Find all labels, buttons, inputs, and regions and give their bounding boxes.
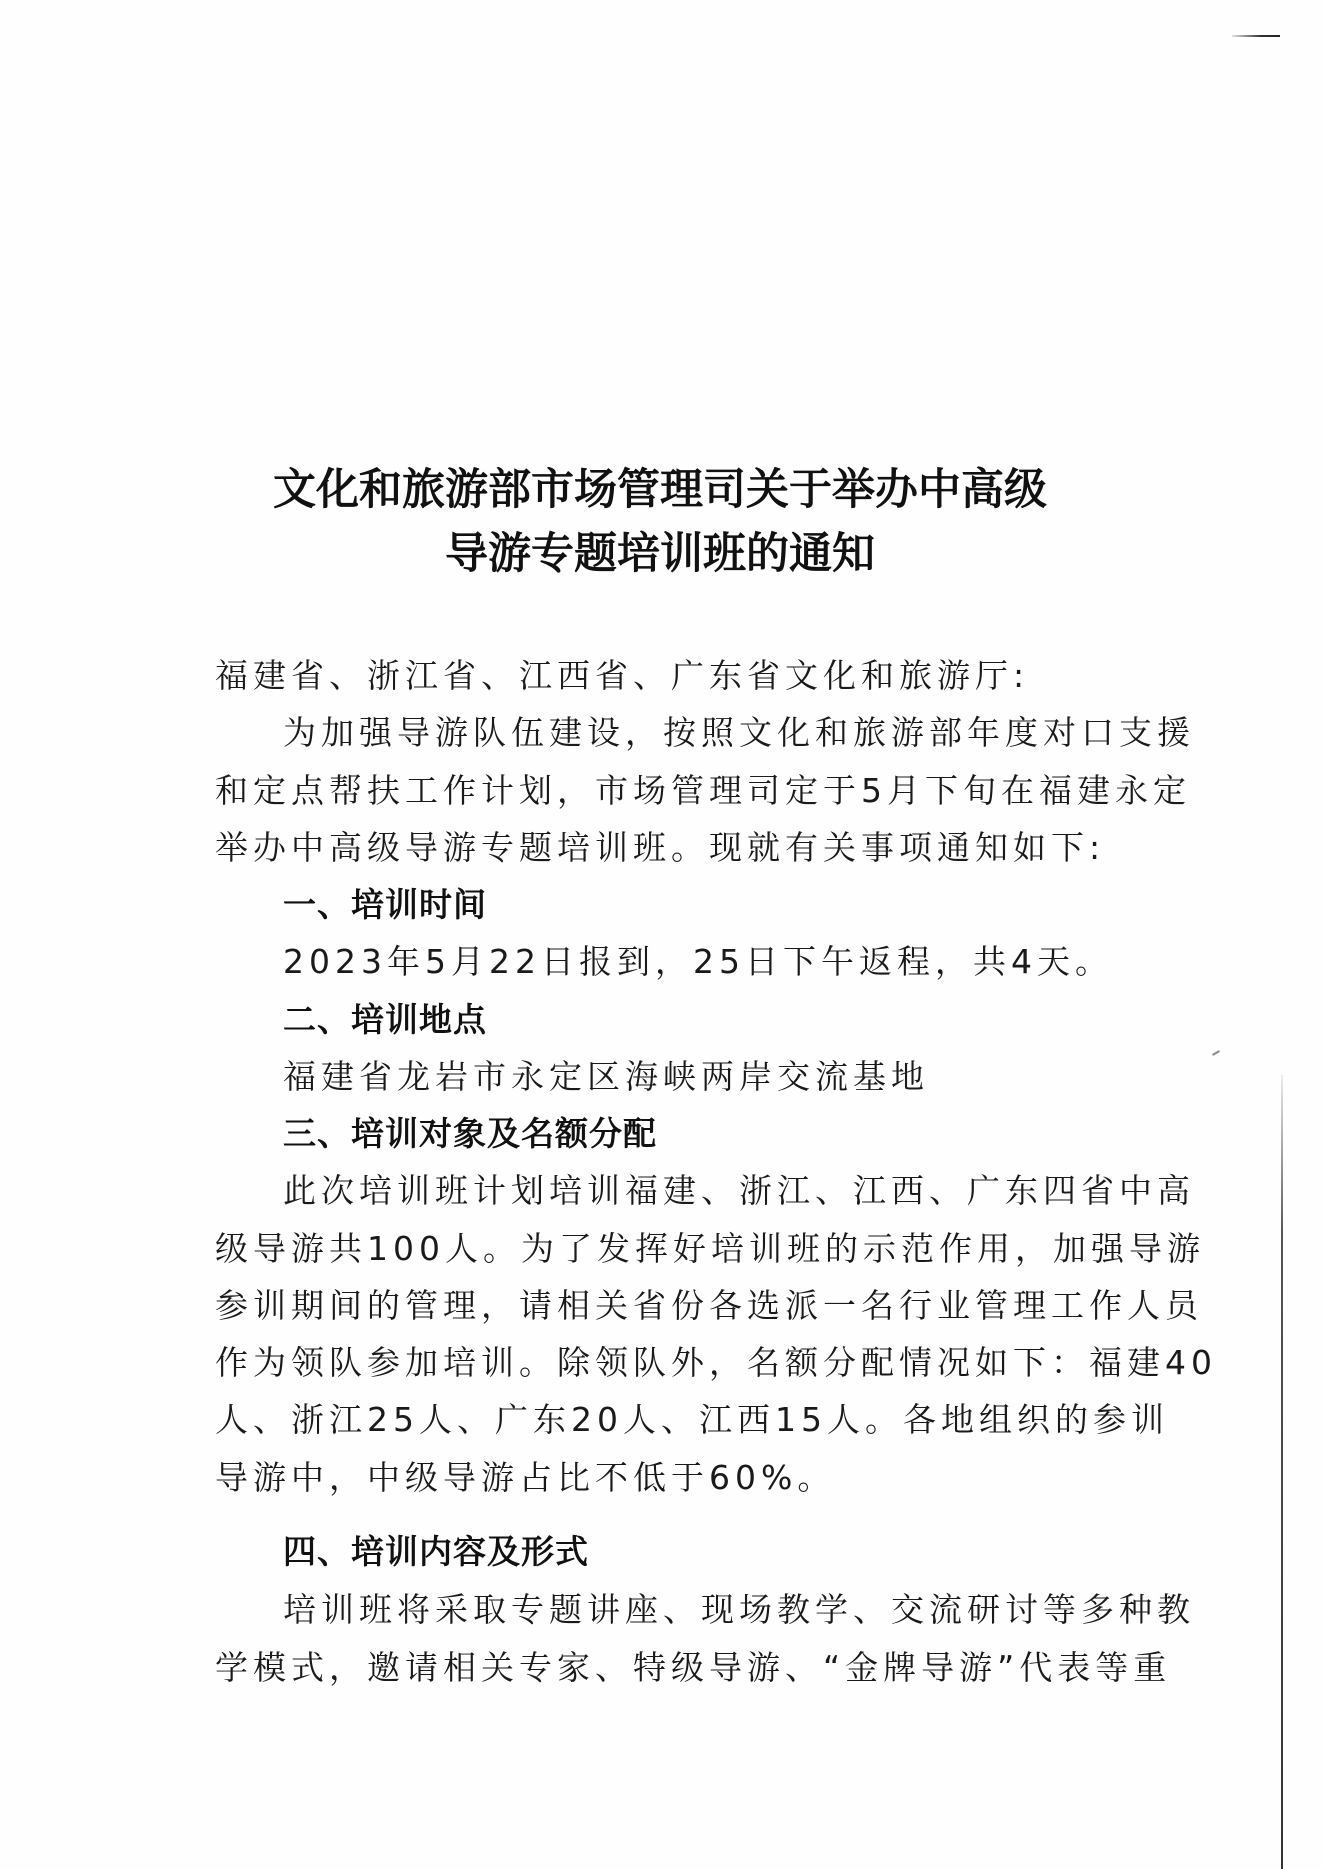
section-heading-time: 一、培训时间 [283,885,487,924]
section-content-line-2: 学模式，邀请相关专家、特级导游、“金牌导游”代表等重 [215,1648,1172,1687]
scan-corner-mark [1232,35,1280,37]
document-title-line-2: 导游专题培训班的通知 [445,529,875,579]
section-location-line-1: 福建省龙岩市永定区海峡两岸交流基地 [283,1057,929,1096]
section-participants-line-3: 参训期间的管理，请相关省份各选派一名行业管理工作人员 [215,1286,1203,1325]
section-time-line-1: 2023年5月22日报到，25日下午返程，共4天。 [283,942,1113,981]
section-participants-line-6: 导游中，中级导游占比不低于60%。 [215,1458,836,1497]
scan-speck [1212,1050,1220,1056]
scan-edge-line [1281,1075,1283,1869]
intro-line-1: 为加强导游队伍建设，按照文化和旅游部年度对口支援 [283,713,1195,752]
document-title-line-1: 文化和旅游部市场管理司关于举办中高级 [273,465,1047,515]
section-participants-line-4: 作为领队参加培训。除领队外，名额分配情况如下：福建40 [215,1343,1217,1382]
section-participants-line-1: 此次培训班计划培训福建、浙江、江西、广东四省中高 [283,1171,1195,1210]
intro-line-2: 和定点帮扶工作计划，市场管理司定于5月下旬在福建永定 [215,771,1191,810]
section-participants-line-5: 人、浙江25人、广东20人、江西15人。各地组织的参训 [215,1400,1169,1439]
section-content-line-1: 培训班将采取专题讲座、现场教学、交流研讨等多种教 [283,1590,1195,1629]
intro-line-3: 举办中高级导游专题培训班。现就有关事项通知如下: [215,828,1106,867]
section-participants-line-2: 级导游共100人。为了发挥好培训班的示范作用，加强导游 [215,1229,1205,1268]
salutation: 福建省、浙江省、江西省、广东省文化和旅游厅: [215,656,1030,695]
section-heading-location: 二、培训地点 [283,1000,487,1039]
section-heading-content: 四、培训内容及形式 [283,1532,589,1571]
section-heading-participants: 三、培训对象及名额分配 [283,1114,657,1153]
